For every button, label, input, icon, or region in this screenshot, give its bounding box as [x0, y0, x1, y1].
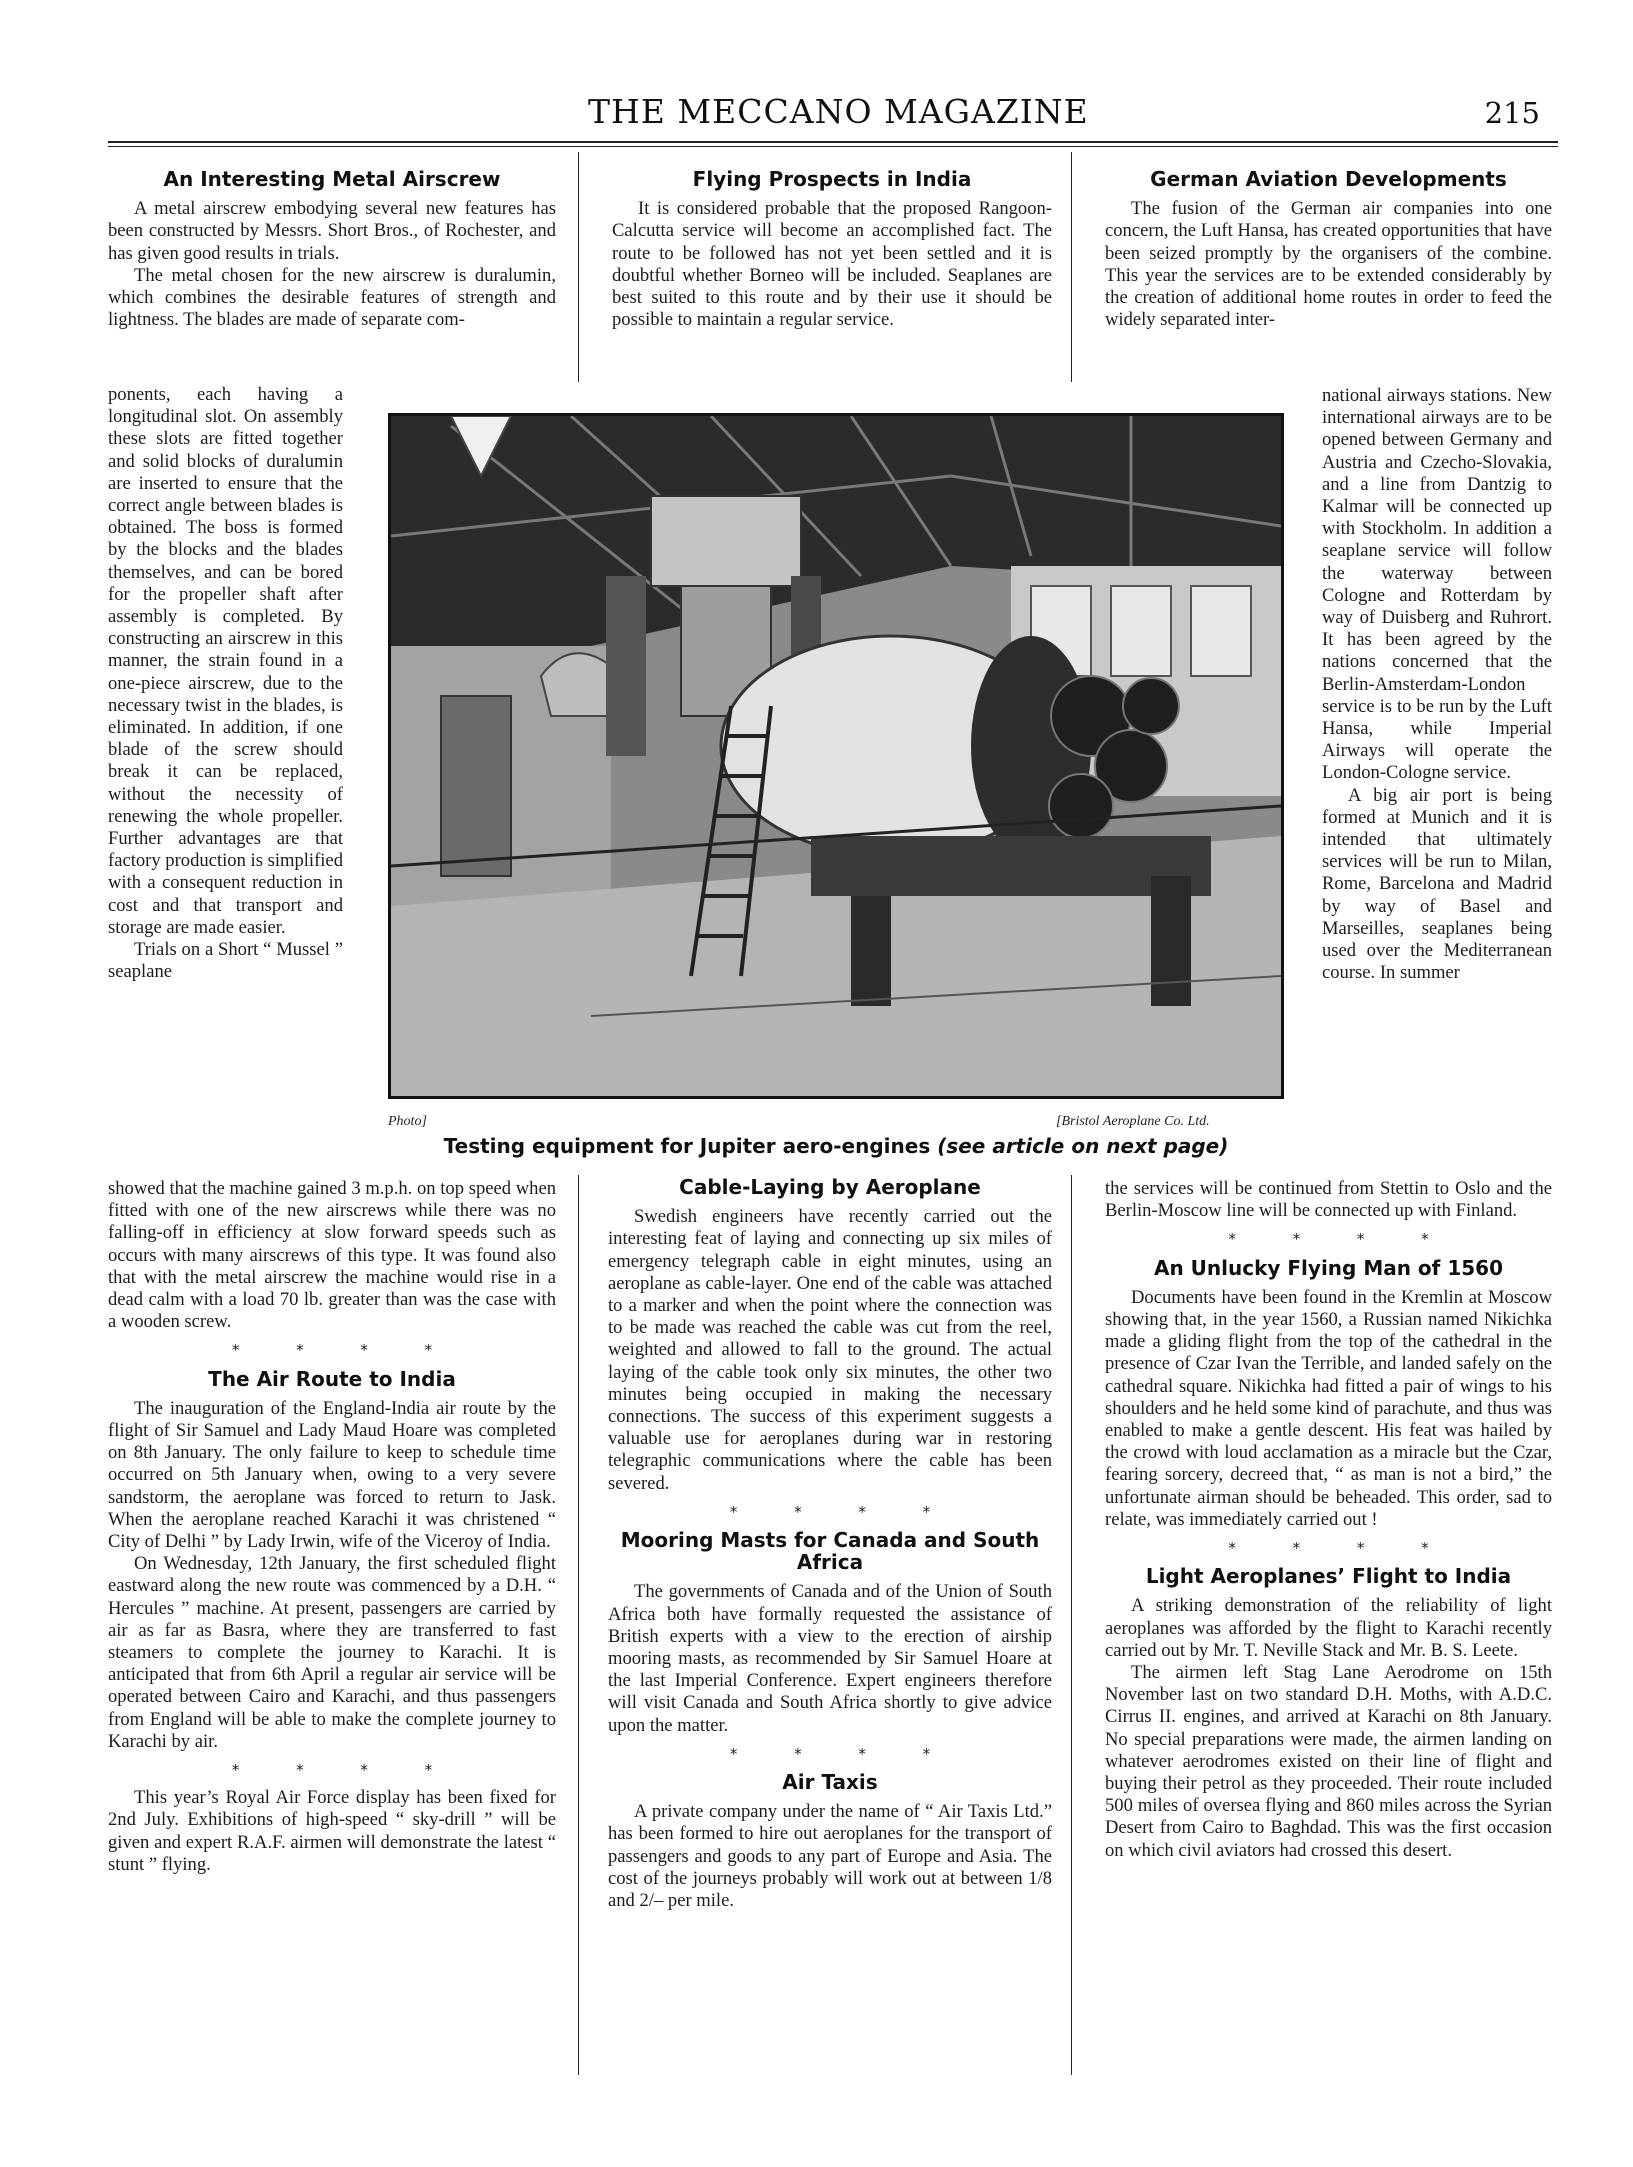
engine-test-photo — [388, 413, 1284, 1099]
paragraph: the services will be continued from Stettin to Oslo and the Berlin-Moscow line will be connected up with Finland. — [1105, 1178, 1552, 1222]
section-separator: * * * * — [1228, 1230, 1455, 1249]
heading-cable-laying: Cable-Laying by Aeroplane — [679, 1175, 981, 1199]
header-rule-thin — [108, 146, 1558, 147]
column-divider-left-bottom — [578, 1175, 579, 2075]
heading-german-aviation: German Aviation Developments — [1150, 167, 1507, 191]
column-divider-right-top — [1071, 152, 1072, 382]
article-metal-airscrew-wrap — [108, 384, 343, 983]
article-german-aviation-wrap — [1322, 385, 1552, 984]
heading-light-aeroplanes: Light Aeroplanes’ Flight to India — [1145, 1564, 1512, 1589]
paragraph: national airways stations. New international airways are to be opened between Germany and Austria and Czecho-Slovakia, and a line from Dantzig to Kalmar will be connected up with Stockholm. In addition a seaplane service will follow the waterway between Cologne and Rotterdam by way of Duisberg and Ruhrort. It has been agreed by the nations concerned that the Berlin-Amsterdam-London service is to be run by the Luft Hansa, while Imperial Airways will operate the London-Cologne service. — [1322, 385, 1552, 784]
article-metal-airscrew-cont — [108, 1178, 556, 1876]
section-separator: * * * * — [231, 1761, 459, 1780]
paragraph: On Wednesday, 12th January, the first scheduled flight eastward along the new route was commenced by a D.H. “ Hercules ” machine. At present, passengers are carried by air as far as Basra, where they are transferred to fast steamers to complete the journey to Karachi. It is anticipated that from 6th April a regular air service will be operated between Cairo and Karachi, and thus passengers from England will be able to make the complete journey to Karachi by air. — [108, 1553, 556, 1752]
column-divider-left-top — [578, 152, 579, 382]
paragraph: ponents, each having a longitudinal slot. On assembly these slots are fitted together and solid blocks of duralumin are inserted to ensure that the correct angle between blades is obtained. The boss is formed by the blocks and the blades themselves, and can be bored for the propeller shaft after assembly is completed. By constructing an airscrew in this manner, the strain found in a one-piece airscrew, due to the necessary twist in the blades, is eliminated. In addition, if one blade of the screw should break it can be replaced, without the necessity of renewing the whole propeller. Further advantages are that factory production is simplified with a consequent reduction in cost and that transport and storage are made easier. — [108, 384, 343, 938]
section-separator: * * * * — [231, 1341, 459, 1360]
heading-unlucky-flying-man: An Unlucky Flying Man of 1560 — [1153, 1255, 1503, 1280]
paragraph: A private company under the name of “ Air Taxis Ltd.” has been formed to hire out aeroplanes for the transport of passengers and goods to any part of Europe and Asia. The cost of the journeys probably will work out at between 1/8 and 2/– per mile. — [608, 1801, 1052, 1912]
paragraph: Trials on a Short “ Mussel ” seaplane — [108, 939, 343, 983]
paragraph: Documents have been found in the Kremlin at Moscow showing that, in the year 1560, a Russian named Nikichka made a gliding flight from the top of the cathedral in the presence of Czar Ivan the Terrible, and landed safely on the cathedral square. Nikichka had fitted a pair of wings to his shoulders and he held some kind of parachute, and thus was enabled to make a gentle descent. His feat was hailed by the crowd with loud acclamation as a miracle but the Czar, fearing sorcery, decreed that, “ as man is not a bird,” the unfortunate airman should be beheaded. This order, sad to relate, was immediately carried out ! — [1105, 1286, 1552, 1530]
section-separator: * * * * — [729, 1744, 957, 1763]
photo-caption — [388, 1134, 1284, 1158]
article-metal-airscrew — [108, 168, 556, 331]
paragraph: The governments of Canada and of the Union of South Africa both have formally requested the assistance of British experts with a view to the erection of airship mooring masts, as recommended by Sir Samuel Hoare at the last Imperial Conference. Expert engineers therefore will visit Canada and South Africa shortly to give advice upon the matter. — [608, 1581, 1052, 1736]
paragraph: A metal airscrew embodying several new features has been constructed by Messrs. Short Bros., of Rochester, and has given good results in trials. — [108, 198, 556, 264]
heading-metal-airscrew: An Interesting Metal Airscrew — [163, 167, 501, 191]
paragraph: A striking demonstration of the reliability of light aeroplanes was afforded by the flight to Karachi recently carried out by Mr. T. Neville Stack and Mr. B. S. Leete. — [1105, 1595, 1552, 1661]
paragraph: It is considered probable that the proposed Rangoon-Calcutta service will become an accomplished fact. The route to be followed has not yet been settled and it is doubtful whether Borneo will be included. Seaplanes are best suited to this route and by their use it should be possible to maintain a regular service. — [612, 198, 1052, 331]
article-german-aviation — [1105, 168, 1552, 331]
heading-mooring-masts: Mooring Masts for Canada and South Africa — [620, 1528, 1040, 1575]
photo-credit-left: Photo] — [388, 1114, 427, 1129]
photo-credit-right: [Bristol Aeroplane Co. Ltd. — [1056, 1114, 1210, 1129]
section-separator: * * * * — [729, 1502, 957, 1521]
paragraph: The airmen left Stag Lane Aerodrome on 15th November last on two standard D.H. Moths, with A.D.C. Cirrus II. engines, and arrived at Karachi on 8th January. No special preparations were made, the airmen landing on whatever aerodromes existed on their line of flight and buying their petrol as they proceeded. Their route included 500 miles of oversea flying and 860 miles across the Syrian Desert from Cairo to Baghdad. This was the first occasion on which civil aviators had crossed this desert. — [1105, 1662, 1552, 1861]
heading-air-route-india: The Air Route to India — [208, 1366, 456, 1391]
header-rule — [108, 141, 1558, 143]
paragraph: The inauguration of the England-India air route by the flight of Sir Samuel and Lady Maud Hoare was completed on 8th January. The only failure to keep to schedule time occurred on 5th January when, owing to a very severe sandstorm, the aeroplane was forced to return to Jask. When the aeroplane reached Karachi it was christened “ City of Delhi ” by Lady Irwin, wife of the Viceroy of India. — [108, 1397, 556, 1553]
paragraph: The metal chosen for the new airscrew is duralumin, which combines the desirable features of strength and lightness. The blades are made of separate com- — [108, 264, 556, 331]
article-german-aviation-cont — [1105, 1178, 1552, 1862]
page-number: 215 — [1484, 96, 1540, 130]
section-separator: * * * * — [1228, 1539, 1455, 1558]
column-divider-right-bottom — [1071, 1175, 1072, 2075]
heading-air-taxis: Air Taxis — [782, 1770, 878, 1795]
paragraph: Swedish engineers have recently carried out the interesting feat of laying and connecting up six miles of emergency telegraph cable in eight minutes, using an aeroplane as cable-layer. One end of the cable was attached to a marker and when the point where the connection was to be made was reached the cable was cut from the reel, weighted and allowed to fall to the ground. The actual laying of the cable took only six minutes, the other two minutes being occupied in making the necessary connections. The success of this experiment suggests a valuable use for aeroplanes during war in restoring telegraphic communications where the cable has been severed. — [608, 1206, 1052, 1494]
article-flying-prospects — [612, 168, 1052, 331]
heading-flying-prospects: Flying Prospects in India — [692, 167, 972, 191]
paragraph: This year’s Royal Air Force display has been fixed for 2nd July. Exhibitions of high-speed “ sky-drill ” will be given and expert R.A.F. airmen will demonstrate the latest “ stunt ” flying. — [108, 1787, 556, 1875]
caption-note: (see article on next page) — [937, 1134, 1229, 1158]
caption-text: Testing equipment for Jupiter aero-engines — [443, 1134, 938, 1158]
paragraph: A big air port is being formed at Munich and it is intended that ultimately services will be run to Milan, Rome, Barcelona and Madrid by way of Basel and Marseilles, seaplanes being used over the Mediterranean course. In summer — [1322, 784, 1552, 984]
magazine-title: THE MECCANO MAGAZINE — [588, 92, 1089, 131]
paragraph: showed that the machine gained 3 m.p.h. on top speed when fitted with one of the new airscrews while there was no falling-off in efficiency at slow forward speeds such as occurs with many airscrews of this type. It was found also that with the metal airscrew the machine would rise in a dead calm with a load 70 lb. greater than was the case with a wooden screw. — [108, 1178, 556, 1333]
engine-test-illustration — [391, 416, 1281, 1096]
article-cable-laying — [608, 1176, 1052, 1912]
masthead — [108, 92, 1558, 140]
paragraph: The fusion of the German air companies into one concern, the Luft Hansa, has created opportunities that have been seized promptly by the organisers of the combine. This year the services are to be extended considerably by the creation of additional home routes in order to feed the widely separated inter- — [1105, 198, 1552, 331]
